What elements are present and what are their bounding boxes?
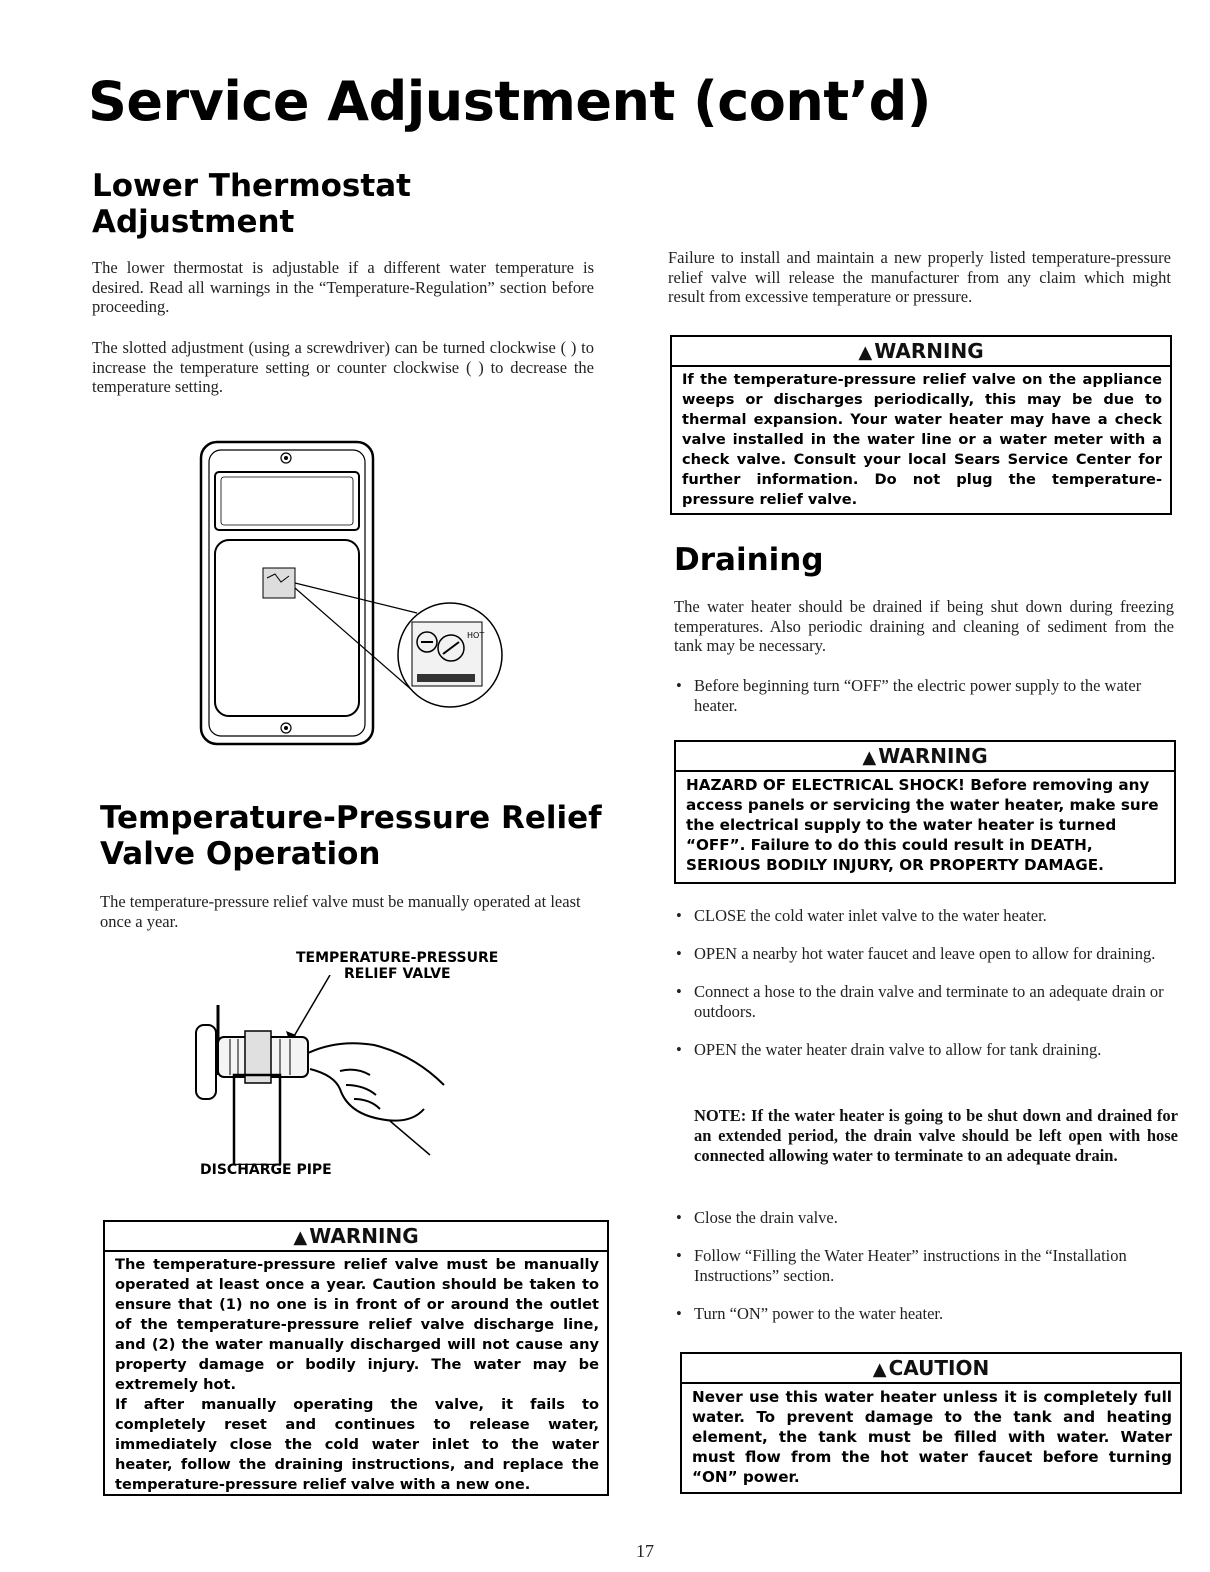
list-item: • OPEN the water heater drain valve to allow for tank draining. [672,1040,1178,1060]
list-item: • Before beginning turn “OFF” the electric power supply to the water heater. [672,676,1174,716]
lower-thermostat-para1: The lower thermostat is adjustable if a different water temperature is desired. Read all warnings in the “Temperature-Regulation” section before proceeding. [92,258,594,316]
page-number: 17 [636,1541,654,1561]
list-item: • Follow “Filling the Water Heater” instructions in the “Installation Instructions” section. [672,1246,1178,1286]
caution-header [682,1354,1180,1384]
right-intro-para: Failure to install and maintain a new properly listed temperature-pressure relief valve will release the manufacturer from any claim which might result from excessive temperature or pressure. [668,248,1171,306]
tp-relief-heading [100,800,620,872]
page-title: Service Adjustment (cont’d) [88,70,931,133]
tp-relief-warning-header [105,1222,607,1252]
caution-triangle-icon: ▲ [872,1359,887,1380]
right-intro-warning-text: If the temperature-pressure relief valve on the appliance weeps or discharges periodically, this may be due to thermal expansion. Your water heater may have a check valve installed in the water line or a water meter with a check valve. Consult your local Sears Service Center for further information. Do not plug the temperature-pressure relief valve. [682,371,1162,508]
svg-text:HOT: HOT [467,631,485,640]
lower-thermostat-heading-line1: Lower Thermostat [92,168,411,204]
caution-title: CAUTION [888,1356,990,1380]
tp-relief-heading-line1: Temperature-Pressure Relief [100,800,602,836]
tp-relief-warning-title: WARNING [309,1224,419,1248]
list-item: • Connect a hose to the drain valve and terminate to an adequate drain or outdoors. [672,982,1178,1022]
tp-relief-warning-box [103,1220,609,1496]
draining-warning-box [674,740,1176,884]
draining-para: The water heater should be drained if being shut down during freezing temperatures. Also periodic draining and cleaning of sediment from the tank may be necessary. [674,597,1174,655]
list-item: • Turn “ON” power to the water heater. [672,1304,1178,1324]
tp-relief-warning-text1: The temperature-pressure relief valve must be manually operated at least once a year. Caution should be taken to ensure that (1) no one is in front of or around the outlet of the temperature-pressure relief valve discharge line, and (2) the water manually discharged will not cause any property damage or bodily injury. The water may be extremely hot. [115,1256,599,1393]
warning-triangle-icon: ▲ [862,747,877,768]
list-item: • Close the drain valve. [672,1208,1178,1228]
lower-thermostat-heading-line2: Adjustment [92,204,295,240]
tp-relief-heading-line2: Valve Operation [100,836,381,872]
tp-valve-label-line2: RELIEF VALVE [344,966,451,982]
caution-text: Never use this water heater unless it is completely full water. To prevent damage to the tank and heating element, the tank must be filled with water. Water must flow from the hot water faucet before turning “ON” power. [692,1388,1172,1486]
draining-warning-header [676,742,1174,772]
draining-power-off-list [672,676,1174,734]
draining-warning-title: WARNING [878,744,988,768]
draining-warning-text: HAZARD OF ELECTRICAL SHOCK! Before removing any access panels or servicing the water heater, make sure the electrical supply to the water heater is turned “OFF”. Failure to do this could result in DEATH, SERIOUS BODILY INJURY, OR PROPERTY DAMAGE. [686,776,1159,874]
draining-heading: Draining [674,542,824,578]
warning-triangle-icon: ▲ [293,1227,308,1248]
draining-steps-list [672,906,1178,1078]
list-item: • CLOSE the cold water inlet valve to the water heater. [672,906,1178,926]
tp-valve-diagram [190,975,460,1165]
tp-relief-para: The temperature-pressure relief valve must be manually operated at least once a year. [100,892,581,931]
right-intro-warning-box [670,335,1172,515]
lower-thermostat-heading [92,168,592,240]
right-intro-warning-title: WARNING [874,339,984,363]
warning-triangle-icon: ▲ [858,342,873,363]
list-item: • OPEN a nearby hot water faucet and leave open to allow for draining. [672,944,1178,964]
discharge-pipe-label: DISCHARGE PIPE [200,1162,332,1178]
right-intro-warning-header [672,337,1170,367]
lower-thermostat-para2: The slotted adjustment (using a screwdriver) can be turned clockwise ( ) to increase the temperature setting or counter clockwise ( ) to decrease the temperature setting. [92,338,594,396]
caution-box [680,1352,1182,1494]
tp-relief-warning-text2: If after manually operating the valve, it fails to completely reset and continues to release water, immediately close the cold water inlet to the water heater, follow the draining instructions, and replace the temperature-pressure relief valve with a new one. [115,1396,599,1493]
draining-steps-after-list [672,1208,1178,1342]
draining-note: NOTE: If the water heater is going to be shut down and drained for an extended period, the drain valve should be left open with hose connected allowing water to terminate to an adequate drain. [694,1106,1178,1165]
thermostat-diagram [195,438,515,748]
tp-valve-label-line1: TEMPERATURE-PRESSURE [296,950,499,966]
tp-relief-warning-text [105,1252,607,1500]
